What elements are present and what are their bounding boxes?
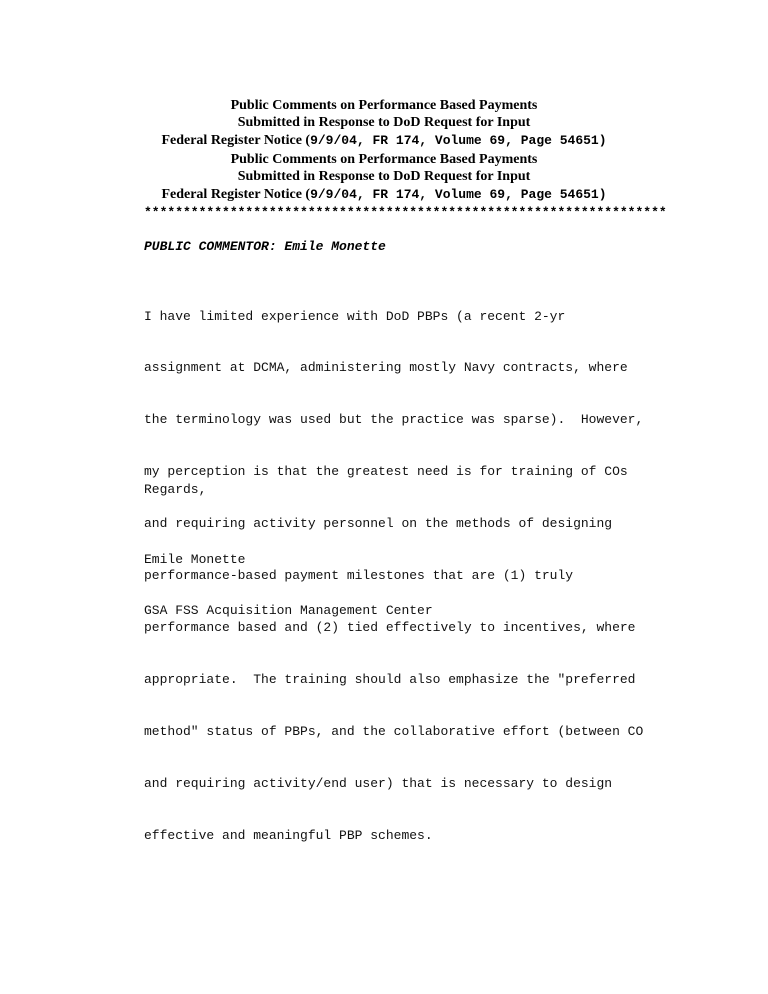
separator: ******************************************************************* [144,205,667,220]
body-line: performance-based payment milestones that are (1) truly [144,568,574,584]
header-block-1 [0,97,768,149]
signature-org: GSA FSS Acquisition Management Center [144,603,433,619]
body-line: I have limited experience with DoD PBPs (a recent 2-yr [144,308,566,324]
header-subtitle: Submitted in Response to DoD Request for Input [237,115,531,131]
header-title: Public Comments on Performance Based Payments [230,98,538,113]
signature [144,516,433,654]
body-line: method" status of PBPs, and the collaborative effort (between CO [144,723,644,739]
body-line: the terminology was used but the practice was sparse). However, [144,412,644,428]
header-notice: Federal Register Notice (9/9/04, FR 174, Volume 69, Page 54651) [161,186,607,202]
commentor-label: PUBLIC COMMENTOR: Emile Monette [144,239,386,254]
signature-name: Emile Monette [144,551,246,567]
body-line: and requiring activity/end user) that is necessary to design [144,775,613,791]
body-line: my perception is that the greatest need is for training of COs [144,464,628,480]
header-block-2 [0,151,768,203]
body-line: assignment at DCMA, administering mostly Navy contracts, where [144,360,628,376]
header-notice: Federal Register Notice (9/9/04, FR 174, Volume 69, Page 54651) [161,132,607,148]
header-title: Public Comments on Performance Based Payments [230,152,538,167]
body-line: performance based and (2) tied effectively to incentives, where [144,619,636,635]
body-line: effective and meaningful PBP schemes. [144,827,433,843]
body-line: and requiring activity personnel on the methods of designing [144,516,613,532]
body-line: appropriate. The training should also emphasize the "preferred [144,671,636,687]
header-subtitle: Submitted in Response to DoD Request for Input [237,169,531,185]
closing: Regards, [144,482,207,497]
